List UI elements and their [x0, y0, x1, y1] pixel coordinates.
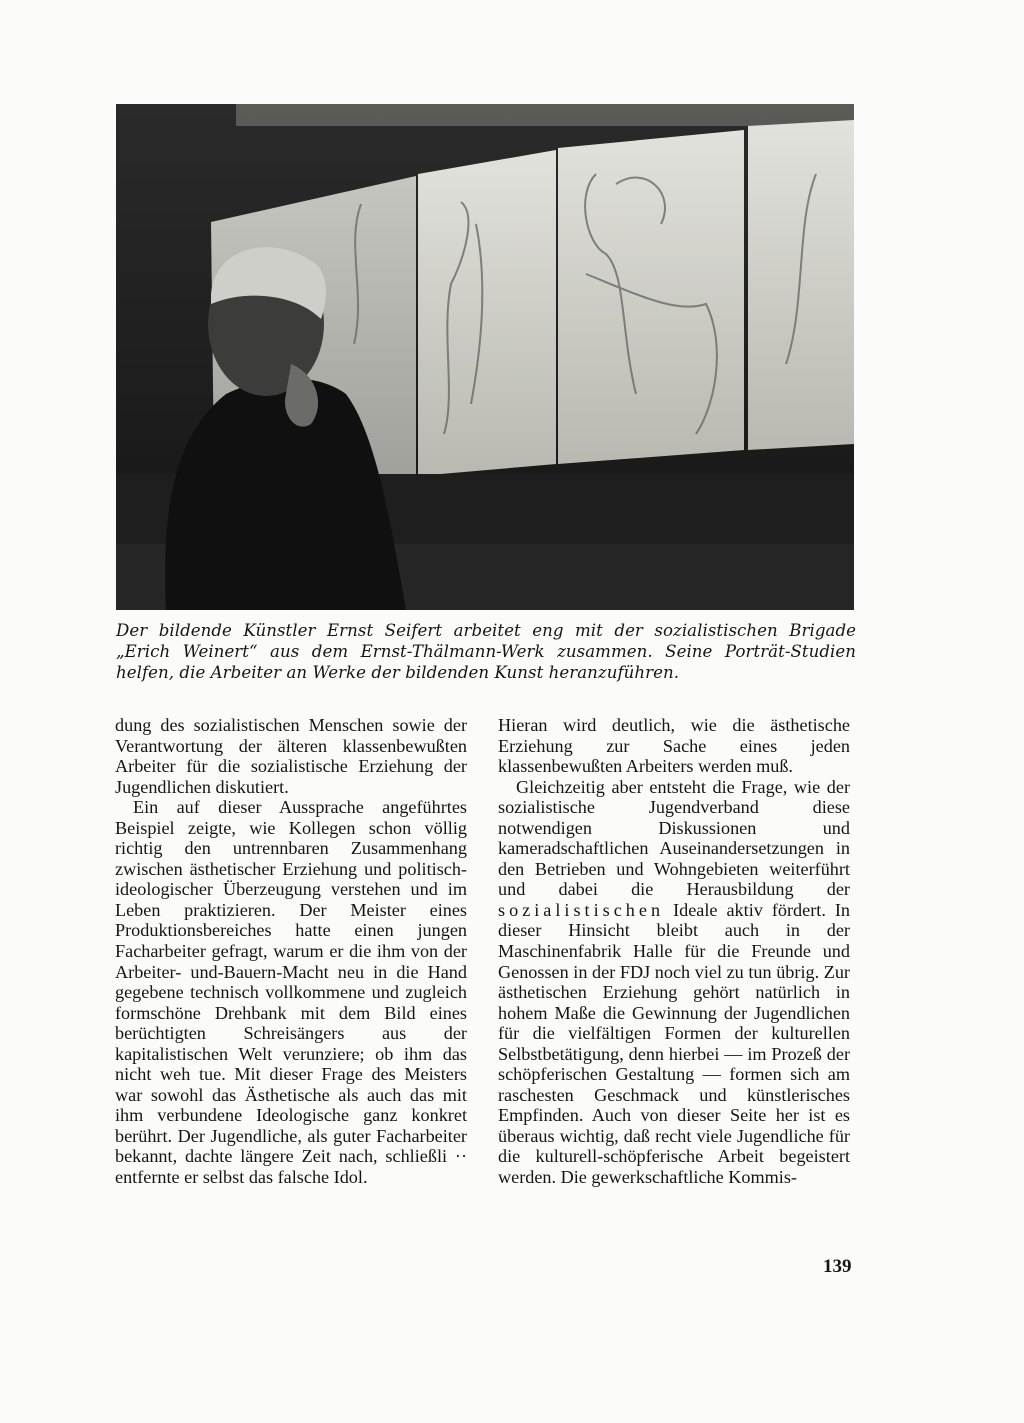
- paragraph-text: Ideale aktiv fördert. In dieser Hinsicht bleibt auch in der Maschinenfabrik Halle für die Freunde und Genossen in der FDJ noch viel zu tun übrig. Zur ästhetischen Erziehung gehört natürlich in hohem Maße die Gewinnung der Jugendlichen für die vielfältigen Formen der kulturellen Selbstbetätigung, denn hierbei — im Prozeß der schöpferischen Gestaltung — formen sich am raschesten Geschmack und künstlerisches Empfinden. Auch von dieser Seite her ist es überaus wichtig, daß recht viele Jugendliche für die kulturell-schöpferische Arbeit begeistert werden. Die gewerkschaftliche Kommis-: [498, 899, 851, 1188]
- left-text-column: [115, 715, 467, 1188]
- photo-caption: [116, 620, 856, 683]
- caption-line-1: Der bildende Künstler Ernst Seifert arbeitet eng mit der sozialistischen Brigade: [116, 621, 856, 640]
- paragraph: dung des sozialistischen Menschen sowie der Verantwortung der älteren klassenbewußten Arbeiter für die sozialistische Erziehung der Jugendlichen diskutiert.: [115, 715, 467, 797]
- caption-line-2: „Erich Weinert“ aus dem Ernst-Thälmann-Werk zusammen. Seine Porträt-Studien: [116, 642, 856, 661]
- paragraph: [498, 777, 850, 1188]
- paragraph: Hieran wird deutlich, wie die ästhetische Erziehung zur Sache eines jeden klassenbewußten Arbeiters werden muß.: [498, 715, 850, 777]
- emphasized-word: sozialistischen: [498, 899, 665, 920]
- paragraph: Ein auf dieser Aussprache angeführtes Beispiel zeigte, wie Kollegen schon völlig richtig den untrennbaren Zusammenhang zwischen ästhetischer Erziehung und politisch-ideologischer Überzeugung verstehen und im Leben praktizieren. Der Meister eines Produktionsbereiches hatte einen jungen Facharbeiter gefragt, warum er die ihm von der Arbeiter- und-Bauern-Macht neu in die Hand gegebene technisch vollkommene und zugleich formschöne Drehbank mit dem Bild eines berüchtigten Schreisängers aus der kapitalistischen Welt verunziere; ob ihm das nicht weh tue. Mit dieser Frage des Meisters war sowohl das Ästhetische als auch das mit ihm verbundene Ideologische ganz konkret berührt. Der Jugendliche, als guter Facharbeiter bekannt, dachte längere Zeit nach, schließli ·· entfernte er selbst das falsche Idol.: [115, 797, 467, 1188]
- right-text-column: [498, 715, 850, 1188]
- caption-line-3: helfen, die Arbeiter an Werke der bildenden Kunst heranzuführen.: [116, 663, 680, 682]
- photo-illustration: [116, 104, 854, 610]
- page-number: 139: [823, 1256, 852, 1277]
- paragraph-text: Gleichzeitig aber entsteht die Frage, wie der sozialistische Jugendverband diese notwendigen Diskussionen und kameradschaftlichen Auseinandersetzungen in den Betrieben und Wohngebieten weiterführt und dabei die Herausbildung der: [498, 776, 850, 900]
- photograph-artist-with-portrait-studies: [116, 104, 854, 610]
